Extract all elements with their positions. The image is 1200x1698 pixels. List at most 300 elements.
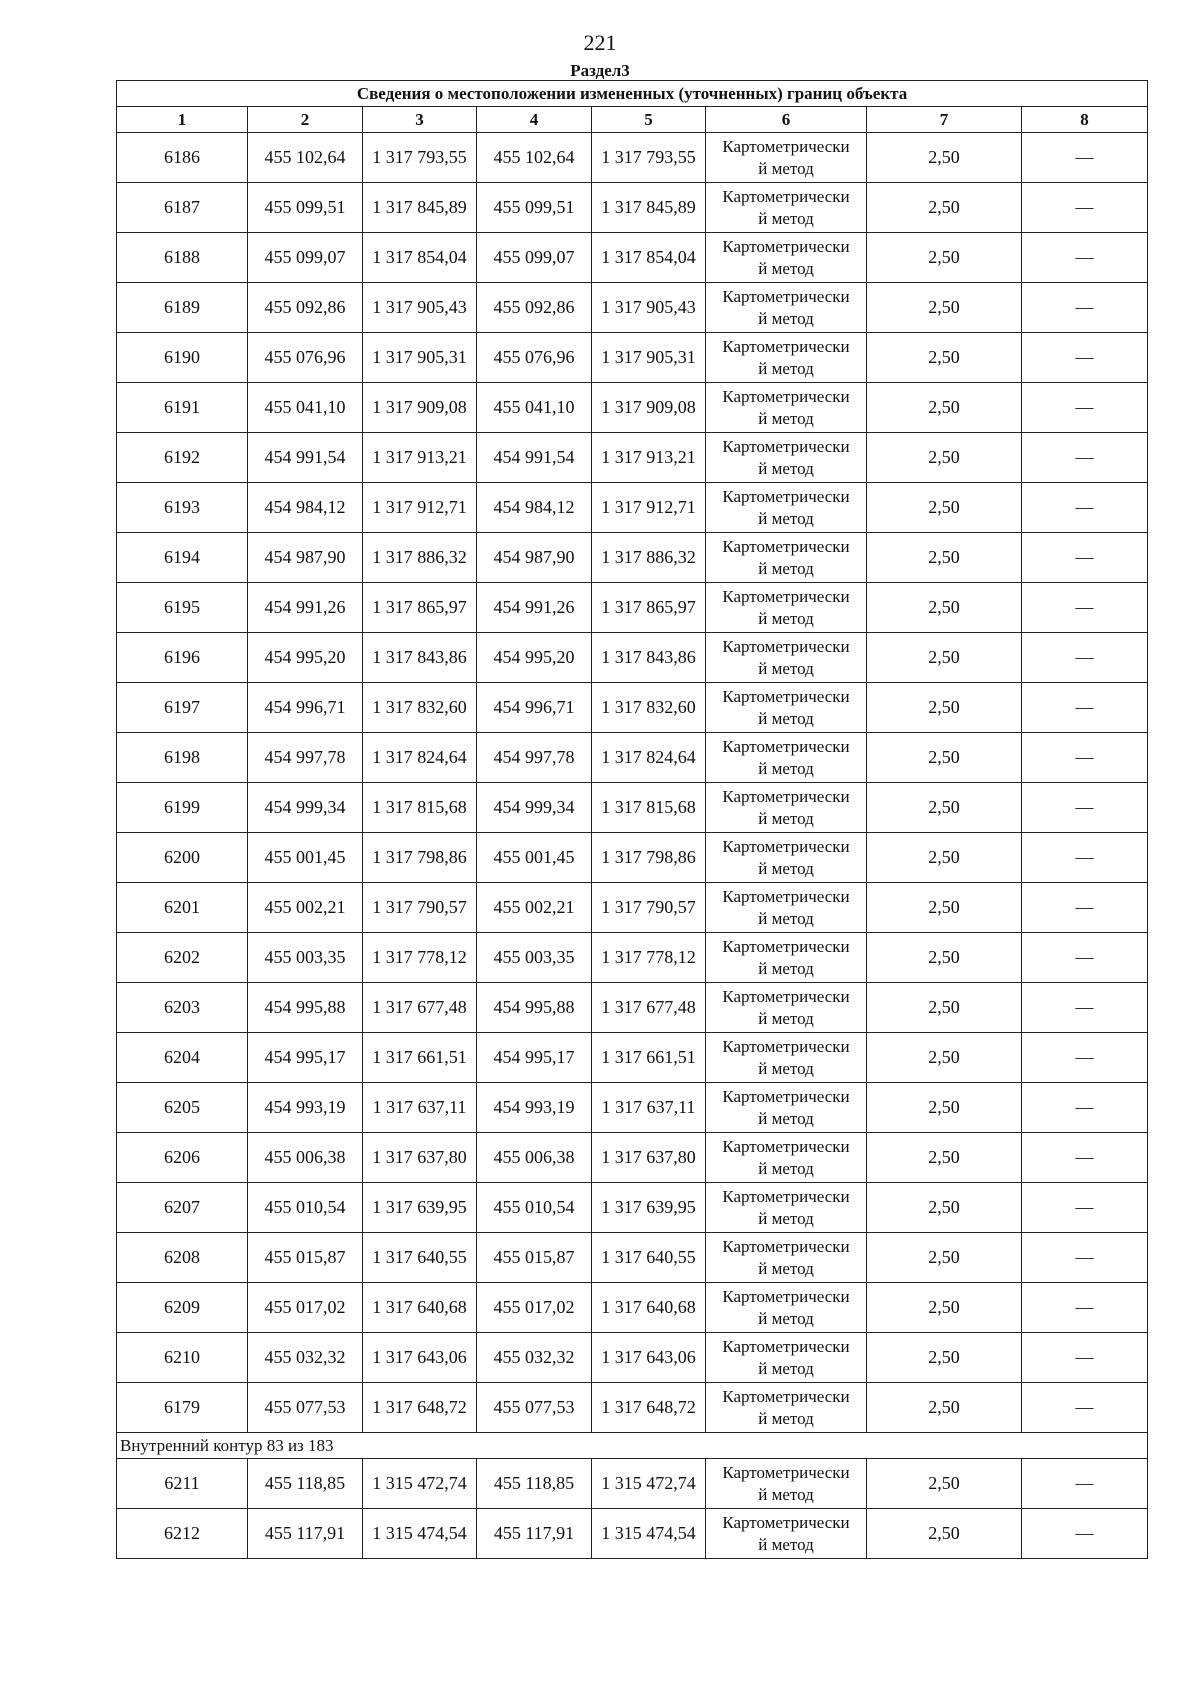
table-row [117, 533, 1148, 583]
note-cell: — [1022, 1459, 1148, 1509]
note-cell: — [1022, 683, 1148, 733]
table-row [117, 1333, 1148, 1383]
point-number-cell: 6195 [117, 583, 248, 633]
x-old-cell: 454 995,88 [248, 983, 363, 1033]
table-row [117, 733, 1148, 783]
method-cell [706, 483, 867, 533]
method-text-line: Картометрически [722, 636, 850, 656]
table-row [117, 1383, 1148, 1433]
method-text-line: Картометрически [722, 486, 850, 506]
method-text-line: й метод [758, 908, 814, 928]
y-new-cell: 1 317 661,51 [592, 1033, 706, 1083]
y-old-cell: 1 317 912,71 [363, 483, 477, 533]
x-old-cell: 454 995,20 [248, 633, 363, 683]
method-text-line: й метод [758, 1008, 814, 1028]
method-text-line: Картометрически [722, 986, 850, 1006]
y-old-cell: 1 317 905,43 [363, 283, 477, 333]
method-text-line: й метод [758, 1484, 814, 1504]
table-row [117, 583, 1148, 633]
point-number-cell: 6209 [117, 1283, 248, 1333]
method-cell [706, 383, 867, 433]
point-number-cell: 6189 [117, 283, 248, 333]
accuracy-cell: 2,50 [867, 333, 1022, 383]
method-cell [706, 1033, 867, 1083]
y-old-cell: 1 317 913,21 [363, 433, 477, 483]
y-old-cell: 1 317 854,04 [363, 233, 477, 283]
column-number: 2 [248, 107, 363, 133]
method-text-line: Картометрически [722, 386, 850, 406]
method-text-line: Картометрически [722, 836, 850, 856]
x-old-cell: 455 015,87 [248, 1233, 363, 1283]
x-new-cell: 455 015,87 [477, 1233, 592, 1283]
y-new-cell: 1 317 824,64 [592, 733, 706, 783]
x-old-cell: 455 099,51 [248, 183, 363, 233]
accuracy-cell: 2,50 [867, 533, 1022, 583]
y-new-cell: 1 317 913,21 [592, 433, 706, 483]
note-cell: — [1022, 283, 1148, 333]
method-cell [706, 133, 867, 183]
x-old-cell: 455 092,86 [248, 283, 363, 333]
y-old-cell: 1 317 648,72 [363, 1383, 477, 1433]
point-number-cell: 6186 [117, 133, 248, 183]
note-cell: — [1022, 983, 1148, 1033]
y-old-cell: 1 317 865,97 [363, 583, 477, 633]
table-row [117, 983, 1148, 1033]
point-number-cell: 6197 [117, 683, 248, 733]
method-text-line: й метод [758, 158, 814, 178]
method-cell [706, 183, 867, 233]
note-cell: — [1022, 733, 1148, 783]
point-number-cell: 6199 [117, 783, 248, 833]
point-number-cell: 6212 [117, 1509, 248, 1559]
boundary-coordinates-table [116, 80, 1148, 1559]
table-row [117, 233, 1148, 283]
table-row [117, 433, 1148, 483]
y-old-cell: 1 317 640,55 [363, 1233, 477, 1283]
accuracy-cell: 2,50 [867, 1133, 1022, 1183]
x-new-cell: 455 017,02 [477, 1283, 592, 1333]
method-cell [706, 733, 867, 783]
y-old-cell: 1 317 643,06 [363, 1333, 477, 1383]
table-row [117, 133, 1148, 183]
accuracy-cell: 2,50 [867, 733, 1022, 783]
y-old-cell: 1 317 905,31 [363, 333, 477, 383]
table-row [117, 883, 1148, 933]
column-number: 3 [363, 107, 477, 133]
accuracy-cell: 2,50 [867, 1383, 1022, 1433]
x-old-cell: 454 991,54 [248, 433, 363, 483]
method-text-line: й метод [758, 808, 814, 828]
x-old-cell: 455 010,54 [248, 1183, 363, 1233]
point-number-cell: 6190 [117, 333, 248, 383]
y-new-cell: 1 317 637,80 [592, 1133, 706, 1183]
y-new-cell: 1 317 677,48 [592, 983, 706, 1033]
note-cell: — [1022, 833, 1148, 883]
y-old-cell: 1 317 778,12 [363, 933, 477, 983]
method-text-line: Картометрически [722, 436, 850, 456]
x-old-cell: 455 077,53 [248, 1383, 363, 1433]
accuracy-cell: 2,50 [867, 1233, 1022, 1283]
x-old-cell: 455 041,10 [248, 383, 363, 433]
note-cell: — [1022, 783, 1148, 833]
accuracy-cell: 2,50 [867, 433, 1022, 483]
method-cell [706, 433, 867, 483]
method-cell [706, 1133, 867, 1183]
y-new-cell: 1 317 778,12 [592, 933, 706, 983]
y-new-cell: 1 315 474,54 [592, 1509, 706, 1559]
method-text-line: Картометрически [722, 536, 850, 556]
table-row [117, 683, 1148, 733]
x-old-cell: 455 076,96 [248, 333, 363, 383]
method-text-line: й метод [758, 458, 814, 478]
method-cell [706, 1333, 867, 1383]
point-number-cell: 6191 [117, 383, 248, 433]
table-row [117, 183, 1148, 233]
x-new-cell: 454 996,71 [477, 683, 592, 733]
method-cell [706, 883, 867, 933]
y-old-cell: 1 317 790,57 [363, 883, 477, 933]
note-cell: — [1022, 433, 1148, 483]
section-title: Раздел3 [570, 61, 630, 80]
x-new-cell: 455 041,10 [477, 383, 592, 433]
note-cell: — [1022, 1283, 1148, 1333]
y-old-cell: 1 315 472,74 [363, 1459, 477, 1509]
x-new-cell: 454 995,20 [477, 633, 592, 683]
method-text-line: Картометрически [722, 1036, 850, 1056]
x-new-cell: 455 117,91 [477, 1509, 592, 1559]
method-text-line: Картометрически [722, 1512, 850, 1532]
method-cell [706, 933, 867, 983]
accuracy-cell: 2,50 [867, 283, 1022, 333]
table-row [117, 1283, 1148, 1333]
y-old-cell: 1 315 474,54 [363, 1509, 477, 1559]
accuracy-cell: 2,50 [867, 633, 1022, 683]
point-number-cell: 6204 [117, 1033, 248, 1083]
point-number-cell: 6200 [117, 833, 248, 883]
note-cell: — [1022, 383, 1148, 433]
accuracy-cell: 2,50 [867, 483, 1022, 533]
method-text-line: й метод [758, 608, 814, 628]
x-new-cell: 455 032,32 [477, 1333, 592, 1383]
method-text-line: Картометрически [722, 286, 850, 306]
y-new-cell: 1 317 865,97 [592, 583, 706, 633]
x-new-cell: 455 006,38 [477, 1133, 592, 1183]
point-number-cell: 6206 [117, 1133, 248, 1183]
x-new-cell: 455 003,35 [477, 933, 592, 983]
accuracy-cell: 2,50 [867, 1183, 1022, 1233]
y-new-cell: 1 317 886,32 [592, 533, 706, 583]
method-text-line: Картометрически [722, 1136, 850, 1156]
table-row [117, 833, 1148, 883]
method-cell [706, 1509, 867, 1559]
point-number-cell: 6202 [117, 933, 248, 983]
table-caption-row [117, 81, 1148, 107]
method-text-line: й метод [758, 558, 814, 578]
method-text-line: й метод [758, 758, 814, 778]
y-old-cell: 1 317 832,60 [363, 683, 477, 733]
method-text-line: Картометрически [722, 736, 850, 756]
x-new-cell: 454 993,19 [477, 1083, 592, 1133]
y-old-cell: 1 317 793,55 [363, 133, 477, 183]
y-old-cell: 1 317 886,32 [363, 533, 477, 583]
table-row [117, 1033, 1148, 1083]
note-cell: — [1022, 1233, 1148, 1283]
method-text-line: Картометрически [722, 336, 850, 356]
accuracy-cell: 2,50 [867, 1509, 1022, 1559]
method-cell [706, 1459, 867, 1509]
column-number: 6 [706, 107, 867, 133]
x-old-cell: 455 003,35 [248, 933, 363, 983]
table-row [117, 1459, 1148, 1509]
method-text-line: й метод [758, 1108, 814, 1128]
method-text-line: Картометрически [722, 786, 850, 806]
method-text-line: й метод [758, 1058, 814, 1078]
accuracy-cell: 2,50 [867, 1459, 1022, 1509]
accuracy-cell: 2,50 [867, 933, 1022, 983]
note-cell: — [1022, 483, 1148, 533]
accuracy-cell: 2,50 [867, 1033, 1022, 1083]
accuracy-cell: 2,50 [867, 1333, 1022, 1383]
accuracy-cell: 2,50 [867, 133, 1022, 183]
method-text-line: Картометрически [722, 1186, 850, 1206]
table-row [117, 283, 1148, 333]
y-new-cell: 1 317 909,08 [592, 383, 706, 433]
accuracy-cell: 2,50 [867, 1283, 1022, 1333]
note-cell: — [1022, 183, 1148, 233]
point-number-cell: 6193 [117, 483, 248, 533]
x-old-cell: 454 996,71 [248, 683, 363, 733]
y-old-cell: 1 317 843,86 [363, 633, 477, 683]
x-new-cell: 454 984,12 [477, 483, 592, 533]
x-new-cell: 454 987,90 [477, 533, 592, 583]
note-cell: — [1022, 1383, 1148, 1433]
column-number-row [117, 107, 1148, 133]
point-number-cell: 6210 [117, 1333, 248, 1383]
y-new-cell: 1 317 854,04 [592, 233, 706, 283]
accuracy-cell: 2,50 [867, 883, 1022, 933]
method-cell [706, 333, 867, 383]
method-cell [706, 1283, 867, 1333]
method-text-line: Картометрически [722, 1386, 850, 1406]
note-cell: — [1022, 1183, 1148, 1233]
x-old-cell: 455 032,32 [248, 1333, 363, 1383]
x-new-cell: 455 118,85 [477, 1459, 592, 1509]
contour-subheading-row [117, 1433, 1148, 1459]
method-text-line: Картометрически [722, 1086, 850, 1106]
y-old-cell: 1 317 845,89 [363, 183, 477, 233]
accuracy-cell: 2,50 [867, 783, 1022, 833]
point-number-cell: 6196 [117, 633, 248, 683]
method-text-line: Картометрически [722, 186, 850, 206]
method-text-line: й метод [758, 1358, 814, 1378]
note-cell: — [1022, 333, 1148, 383]
column-number: 5 [592, 107, 706, 133]
method-text-line: й метод [758, 858, 814, 878]
x-old-cell: 455 006,38 [248, 1133, 363, 1183]
method-text-line: Картометрически [722, 886, 850, 906]
point-number-cell: 6205 [117, 1083, 248, 1133]
note-cell: — [1022, 1333, 1148, 1383]
method-cell [706, 283, 867, 333]
table-caption: Сведения о местоположении измененных (уточненных) границ объекта [117, 81, 1148, 107]
x-old-cell: 454 991,26 [248, 583, 363, 633]
y-old-cell: 1 317 798,86 [363, 833, 477, 883]
note-cell: — [1022, 1509, 1148, 1559]
x-new-cell: 454 995,17 [477, 1033, 592, 1083]
table-row [117, 1233, 1148, 1283]
y-new-cell: 1 317 790,57 [592, 883, 706, 933]
x-old-cell: 454 993,19 [248, 1083, 363, 1133]
method-cell [706, 1183, 867, 1233]
x-new-cell: 455 077,53 [477, 1383, 592, 1433]
method-cell [706, 1233, 867, 1283]
method-text-line: Картометрически [722, 1236, 850, 1256]
y-new-cell: 1 317 640,55 [592, 1233, 706, 1283]
table-row [117, 1183, 1148, 1233]
table-row [117, 1083, 1148, 1133]
method-text-line: Картометрически [722, 686, 850, 706]
y-old-cell: 1 317 637,11 [363, 1083, 477, 1133]
y-new-cell: 1 317 639,95 [592, 1183, 706, 1233]
y-old-cell: 1 317 824,64 [363, 733, 477, 783]
method-text-line: й метод [758, 1408, 814, 1428]
y-new-cell: 1 317 845,89 [592, 183, 706, 233]
x-old-cell: 454 984,12 [248, 483, 363, 533]
table-row [117, 783, 1148, 833]
y-old-cell: 1 317 909,08 [363, 383, 477, 433]
y-new-cell: 1 317 912,71 [592, 483, 706, 533]
y-new-cell: 1 317 815,68 [592, 783, 706, 833]
accuracy-cell: 2,50 [867, 183, 1022, 233]
note-cell: — [1022, 133, 1148, 183]
method-text-line: й метод [758, 258, 814, 278]
method-cell [706, 983, 867, 1033]
method-text-line: Картометрически [722, 236, 850, 256]
method-cell [706, 833, 867, 883]
method-text-line: й метод [758, 658, 814, 678]
column-number: 8 [1022, 107, 1148, 133]
method-text-line: й метод [758, 358, 814, 378]
table-row [117, 333, 1148, 383]
x-new-cell: 454 991,54 [477, 433, 592, 483]
note-cell: — [1022, 1033, 1148, 1083]
note-cell: — [1022, 883, 1148, 933]
method-text-line: й метод [758, 308, 814, 328]
x-old-cell: 455 001,45 [248, 833, 363, 883]
note-cell: — [1022, 633, 1148, 683]
y-new-cell: 1 317 648,72 [592, 1383, 706, 1433]
column-number: 7 [867, 107, 1022, 133]
method-cell [706, 233, 867, 283]
x-new-cell: 455 010,54 [477, 1183, 592, 1233]
note-cell: — [1022, 1083, 1148, 1133]
y-old-cell: 1 317 640,68 [363, 1283, 477, 1333]
method-cell [706, 533, 867, 583]
table-row [117, 633, 1148, 683]
method-cell [706, 633, 867, 683]
method-text-line: Картометрически [722, 1286, 850, 1306]
y-old-cell: 1 317 815,68 [363, 783, 477, 833]
accuracy-cell: 2,50 [867, 383, 1022, 433]
note-cell: — [1022, 233, 1148, 283]
x-new-cell: 454 997,78 [477, 733, 592, 783]
method-text-line: й метод [758, 1308, 814, 1328]
x-old-cell: 455 017,02 [248, 1283, 363, 1333]
method-text-line: й метод [758, 408, 814, 428]
x-new-cell: 455 001,45 [477, 833, 592, 883]
point-number-cell: 6198 [117, 733, 248, 783]
x-old-cell: 455 002,21 [248, 883, 363, 933]
table-row [117, 1509, 1148, 1559]
method-text-line: Картометрически [722, 936, 850, 956]
x-new-cell: 454 991,26 [477, 583, 592, 633]
note-cell: — [1022, 583, 1148, 633]
y-new-cell: 1 317 637,11 [592, 1083, 706, 1133]
y-new-cell: 1 317 793,55 [592, 133, 706, 183]
table-body [117, 81, 1148, 1559]
x-new-cell: 455 099,51 [477, 183, 592, 233]
x-old-cell: 455 118,85 [248, 1459, 363, 1509]
method-text-line: й метод [758, 708, 814, 728]
method-text-line: Картометрически [722, 1336, 850, 1356]
page-number: 221 [583, 30, 617, 55]
table-row [117, 933, 1148, 983]
x-old-cell: 455 117,91 [248, 1509, 363, 1559]
y-old-cell: 1 317 677,48 [363, 983, 477, 1033]
y-new-cell: 1 317 905,31 [592, 333, 706, 383]
point-number-cell: 6179 [117, 1383, 248, 1433]
x-old-cell: 454 997,78 [248, 733, 363, 783]
x-old-cell: 455 099,07 [248, 233, 363, 283]
y-new-cell: 1 317 832,60 [592, 683, 706, 733]
y-old-cell: 1 317 661,51 [363, 1033, 477, 1083]
x-old-cell: 455 102,64 [248, 133, 363, 183]
accuracy-cell: 2,50 [867, 983, 1022, 1033]
table-row [117, 383, 1148, 433]
method-text-line: Картометрически [722, 1462, 850, 1482]
method-text-line: й метод [758, 958, 814, 978]
y-new-cell: 1 315 472,74 [592, 1459, 706, 1509]
note-cell: — [1022, 1133, 1148, 1183]
accuracy-cell: 2,50 [867, 833, 1022, 883]
method-cell [706, 583, 867, 633]
method-cell [706, 783, 867, 833]
y-new-cell: 1 317 843,86 [592, 633, 706, 683]
x-new-cell: 454 995,88 [477, 983, 592, 1033]
x-new-cell: 454 999,34 [477, 783, 592, 833]
y-new-cell: 1 317 798,86 [592, 833, 706, 883]
y-new-cell: 1 317 643,06 [592, 1333, 706, 1383]
x-new-cell: 455 099,07 [477, 233, 592, 283]
accuracy-cell: 2,50 [867, 233, 1022, 283]
y-old-cell: 1 317 637,80 [363, 1133, 477, 1183]
column-number: 4 [477, 107, 592, 133]
x-old-cell: 454 987,90 [248, 533, 363, 583]
accuracy-cell: 2,50 [867, 683, 1022, 733]
x-new-cell: 455 076,96 [477, 333, 592, 383]
point-number-cell: 6203 [117, 983, 248, 1033]
method-text-line: Картометрически [722, 136, 850, 156]
point-number-cell: 6192 [117, 433, 248, 483]
accuracy-cell: 2,50 [867, 1083, 1022, 1133]
method-text-line: й метод [758, 208, 814, 228]
point-number-cell: 6194 [117, 533, 248, 583]
point-number-cell: 6211 [117, 1459, 248, 1509]
x-new-cell: 455 102,64 [477, 133, 592, 183]
x-old-cell: 454 995,17 [248, 1033, 363, 1083]
method-text-line: й метод [758, 1258, 814, 1278]
method-text-line: й метод [758, 1534, 814, 1554]
